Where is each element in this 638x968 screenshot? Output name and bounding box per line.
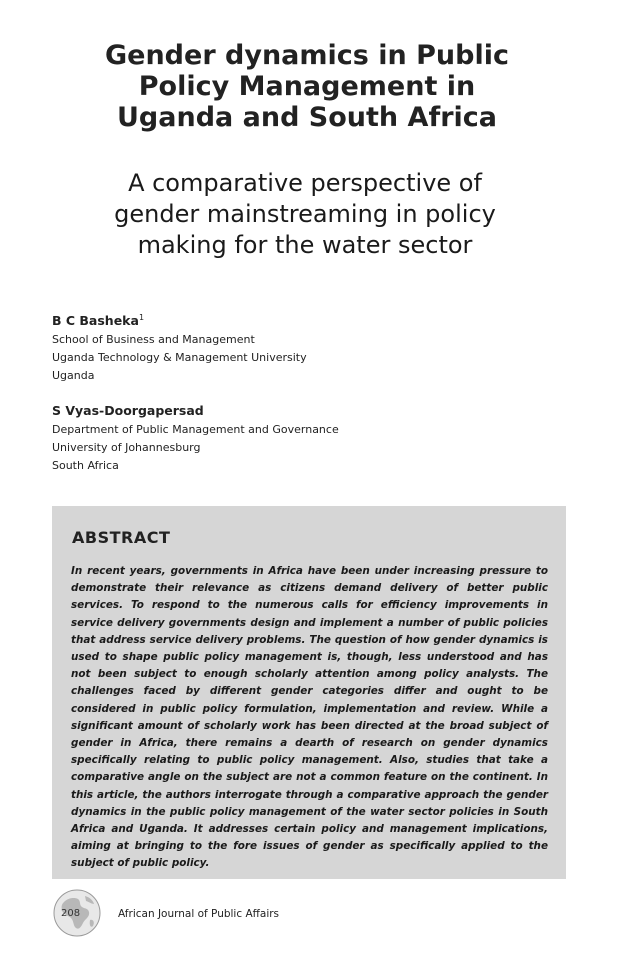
author-block-2 — [52, 401, 572, 475]
abstract-heading: ABSTRACT — [72, 528, 171, 547]
page-number: 208 — [61, 908, 81, 919]
subtitle-line-2: gender mainstreaming in policy — [114, 200, 496, 228]
article-title — [100, 40, 514, 133]
author-name — [52, 308, 572, 331]
journal-name: African Journal of Public Affairs — [118, 908, 280, 920]
title-line-2: Policy Management in — [138, 71, 476, 102]
title-line-3: Uganda and South Africa — [117, 102, 497, 133]
author-name: S Vyas-Doorgapersad — [52, 403, 204, 418]
abstract-box — [52, 506, 566, 879]
author-affiliation: Department of Public Management and Governance — [52, 423, 339, 436]
subtitle-line-1: A comparative perspective of — [128, 169, 482, 197]
author-name-text: B C Basheka — [52, 313, 139, 329]
subtitle-line-3: making for the water sector — [137, 231, 473, 259]
author-affiliation: University of Johannesburg — [52, 441, 201, 454]
title-line-1: Gender dynamics in Public — [104, 40, 509, 71]
author-affiliation: Uganda Technology & Management University — [52, 351, 307, 365]
article-subtitle — [90, 168, 520, 261]
abstract-text: In recent years, governments in Africa have been under increasing pressure to demonstrate their relevance as citizens demand delivery of better public services. To respond to the numerous calls for efficiency improvements in service delivery governments design and implement a number of public policies that address service delivery problems. The question of how gender dynamics is used to shape public policy management is, though, less understood and has not been subject to enough scholarly attention among policy analysts. The challenges faced by different gender categories differ and ought to be considered in public policy formulation, implementation and review. While a significant amount of scholarly work has been directed at the broad subject of gender in Africa, there remains a dearth of research on gender dynamics specifically relating to public policy management. Also, studies that take a comparative angle on the subject are not a common feature on the continent. In this article, the authors interrogate through a comparative approach the gender dynamics in the public policy management of the water sector policies in South Africa and Uganda. It addresses certain policy and management implications, aiming at bringing to the fore issues of gender as specifically applied to the subject of public policy. — [71, 565, 548, 870]
author-footnote-marker: 1 — [138, 313, 145, 322]
author-affiliation: School of Business and Management — [52, 333, 255, 347]
page-footer — [52, 888, 572, 944]
author-block-1 — [52, 308, 572, 385]
author-affiliation: Uganda — [52, 369, 95, 383]
author-affiliation: South Africa — [52, 459, 119, 472]
